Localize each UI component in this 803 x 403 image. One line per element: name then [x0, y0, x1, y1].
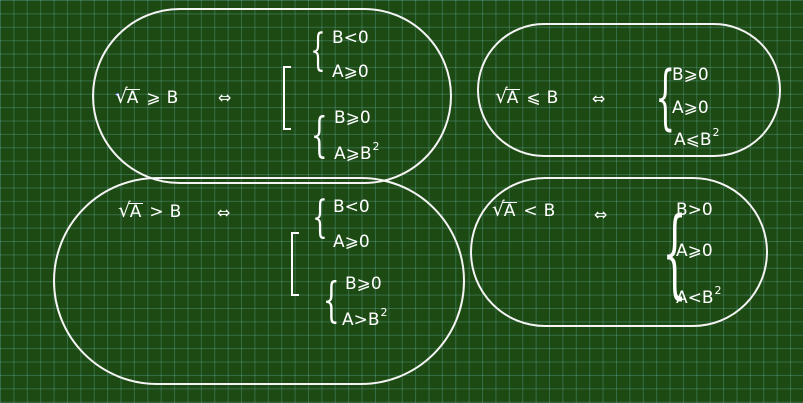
box2-or-bracket [291, 232, 299, 296]
box1-rhs: B [166, 88, 179, 108]
box4-equiv-symbol: ⇔ [594, 205, 608, 224]
box3-line1: B⩾0 [672, 65, 709, 85]
box2-case2-line2-exponent: 2 [380, 306, 388, 319]
box1-case1-line2: A⩾0 [332, 62, 369, 82]
box1-lhs: √A ⩾ B [115, 84, 179, 108]
box1-case2-brace: { [310, 107, 328, 163]
box3-line3-base: A⩽B [674, 130, 712, 150]
box2-case2-brace: { [322, 272, 340, 328]
box3-relation: ⩽ [526, 88, 541, 108]
box4-radicand: A [503, 201, 516, 221]
box4-line1: B>0 [676, 200, 713, 220]
box1-case1-line1: B<0 [332, 28, 369, 48]
box3-radicand: A [506, 88, 519, 108]
box4-line3-base: A<B [676, 288, 714, 308]
box3-line3 [674, 126, 720, 150]
box2-radicand: A [129, 202, 142, 222]
box2-lhs: √A > B [118, 198, 182, 222]
box1-case2-line1: B⩾0 [334, 108, 371, 128]
box4-system-brace: { [662, 197, 687, 309]
box1-case2-line2-base: A⩾B [334, 144, 372, 164]
box1-equiv-symbol: ⇔ [218, 88, 232, 107]
box4-lhs: √A < B [492, 197, 556, 221]
box4-line2: A⩾0 [676, 241, 713, 261]
box2-case2-line2 [342, 306, 388, 330]
box2-equiv-symbol: ⇔ [217, 203, 231, 222]
box1-case1-brace: { [310, 25, 326, 76]
box3-rhs: B [546, 88, 559, 108]
box2-case1-line2: A⩾0 [333, 232, 370, 252]
box2-relation: > [149, 202, 164, 222]
box2-case2-line1: B⩾0 [345, 274, 382, 294]
box2-rhs: B [169, 202, 182, 222]
box3-line2: A⩾0 [672, 98, 709, 118]
box1-case2-line2-exponent: 2 [372, 140, 380, 153]
box3-system-brace: { [655, 56, 676, 138]
box1-radicand: A [126, 88, 139, 108]
box4-rhs: B [543, 201, 556, 221]
box4-line3 [676, 284, 722, 308]
box1-case2-line2 [334, 140, 380, 164]
box1-or-bracket [283, 66, 291, 130]
box4-relation: < [523, 201, 538, 221]
box2-case1-line1: B<0 [333, 197, 370, 217]
box4-line3-exponent: 2 [714, 284, 722, 297]
box1-relation: ⩾ [146, 88, 161, 108]
box3-lhs: √A ⩽ B [495, 84, 559, 108]
box2-case1-brace: { [312, 192, 328, 243]
box2-case2-line2-base: A>B [342, 310, 380, 330]
rule-box-sqrt-gt [53, 177, 465, 385]
box3-equiv-symbol: ⇔ [592, 89, 606, 108]
box3-line3-exponent: 2 [712, 126, 720, 139]
